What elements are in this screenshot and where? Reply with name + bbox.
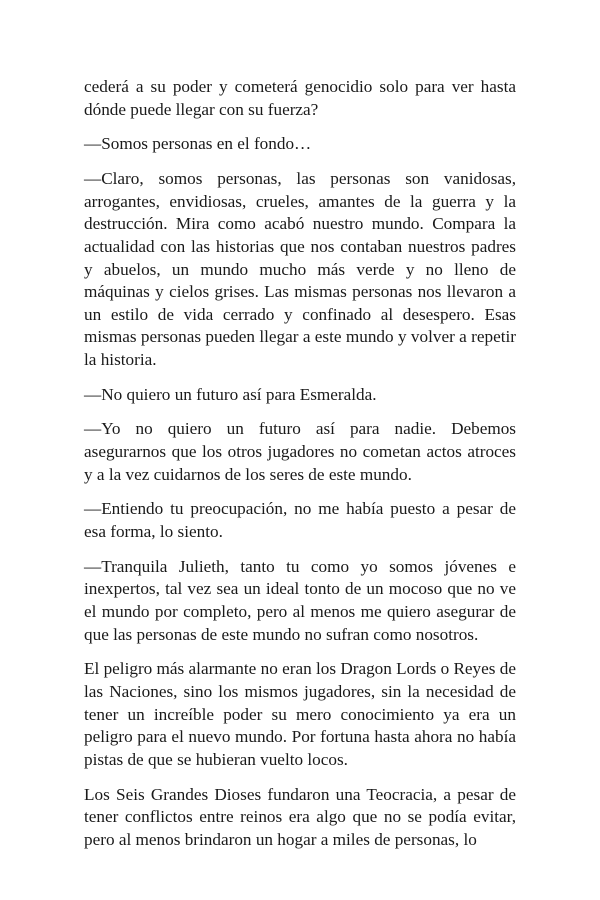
paragraph-continuation: cederá a su poder y cometerá genocidio solo para ver hasta dónde puede llegar con su fuerza?: [84, 77, 516, 119]
dialogue-line: —Somos personas en el fondo…: [84, 134, 312, 154]
narrative-paragraph: Los Seis Grandes Dioses fundaron una Teocracia, a pesar de tener conflictos entre reinos era algo que no se podía evitar, pero al menos brindaron un hogar a miles de personas, lo: [84, 784, 516, 849]
dialogue-line: —No quiero un futuro así para Esmeralda.: [84, 384, 377, 404]
dialogue-line: —Entiendo tu preocupación, no me había puesto a pesar de esa forma, lo siento.: [84, 499, 516, 542]
book-page-text: [84, 76, 516, 864]
narrative-paragraph: El peligro más alarmante no eran los Dragon Lords o Reyes de las Naciones, sino los mismos jugadores, sin la necesidad de tener un increíble poder su mero conocimiento ya era un peligro para el nuevo mundo. Por fortuna hasta ahora no había pistas de que se hubieran vuelto locos.: [84, 659, 516, 769]
dialogue-line: —Claro, somos personas, las personas son vanidosas, arrogantes, envidiosas, crueles, amantes de la guerra y la destrucción. Mira como acabó nuestro mundo. Compara la actualidad con las historias que nos contaban nuestros padres y abuelos, un mundo mucho más verde y no lleno de máquinas y cielos grises. Las mismas personas nos llevaron a un estilo de vida cerrado y confinado al desespero. Esas mismas personas pueden llegar a este mundo y volver a repetir la historia.: [84, 169, 516, 369]
dialogue-line: —Tranquila Julieth, tanto tu como yo somos jóvenes e inexpertos, tal vez sea un ideal tonto de un mocoso que no ve el mundo por completo, pero al menos me quiero asegurar de que las personas de este mundo no sufran como nosotros.: [84, 556, 516, 644]
dialogue-line: —Yo no quiero un futuro así para nadie. Debemos asegurarnos que los otros jugadores no cometan actos atroces y a la vez cuidarnos de los seres de este mundo.: [84, 419, 516, 484]
